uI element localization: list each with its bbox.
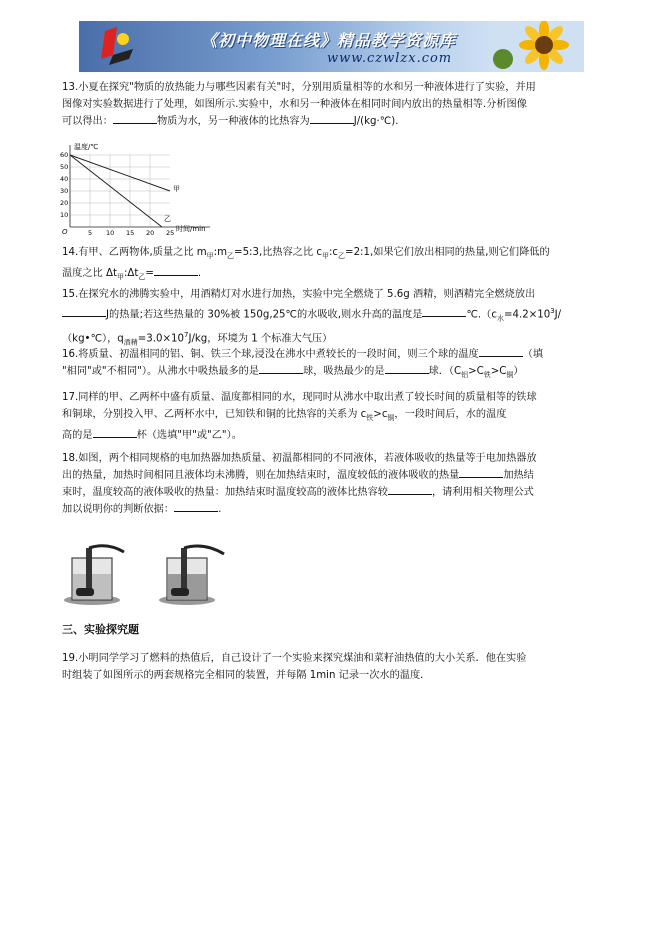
graph-ylabel: 温度/℃ — [74, 143, 99, 151]
section-heading: 三、实验探究题 — [62, 623, 139, 636]
graph-origin: O — [62, 228, 68, 236]
answer-blank[interactable] — [422, 306, 466, 317]
question-19 — [62, 650, 600, 684]
ytick: 50 — [60, 163, 69, 171]
q13-line1: 13.小夏在探究"物质的放热能力与哪些因素有关"时，分别用质量相等的水和另一种液体进行了实验，并用 — [62, 82, 536, 93]
q17-line1: 17.同样的甲、乙两杯中盛有质量、温度都相同的水，现同时从沸水中取出煮了较长时间的质量相等的铁球 — [62, 392, 537, 403]
banner-title: 《初中物理在线》精品教学资源库 — [201, 31, 457, 50]
answer-blank[interactable] — [459, 467, 503, 478]
ytick: 60 — [60, 151, 69, 159]
question-16 — [62, 346, 600, 384]
answer-blank[interactable] — [62, 306, 106, 317]
answer-blank[interactable] — [259, 363, 303, 374]
q17-line2: 和铜球，分别投入甲、乙两杯水中，已知铁和铜的比热容的关系为 $c_铁>c_铜$，一段时间后，水的温度 — [62, 409, 507, 423]
temperature-time-graph — [60, 141, 220, 236]
question-14 — [62, 244, 600, 286]
q16-line1: 16.将质量、初温相同的铝、铜、铁三个球,浸没在沸水中煮较长的一段时间，则三个球的温度 （填 — [62, 346, 600, 363]
xtick: 10 — [106, 229, 115, 236]
q18-line2: 出的热量，加热时间相同且液体均未沸腾，则在加热结束时，温度较低的液体吸收的热量 加热结 — [62, 467, 600, 484]
answer-blank[interactable] — [174, 501, 218, 512]
q18-line3: 束时，温度较高的液体吸收的热量：加热结束时温度较高的液体比热容较 ，请利用相关物理公式 — [62, 484, 600, 501]
xtick: 15 — [126, 229, 135, 236]
answer-blank[interactable] — [479, 346, 523, 357]
ytick: 10 — [60, 211, 69, 219]
q15-line2: J的热量;若这些热量的 30%被 150g,25℃的水吸收,则水升高的温度是 $℃.(c_水=4.2\times 10^3J/$ — [62, 303, 600, 327]
ytick: 30 — [60, 187, 69, 195]
graph-xlabel: 时间/min — [176, 225, 206, 233]
q15-line1: 15.在探究水的沸腾实验中，用酒精灯对水进行加热，实验中完全燃烧了 5.6g 酒精，则酒精完全燃烧放出 — [62, 289, 536, 300]
q15-line3: （kg•℃），$q_{酒精}=3.0\times 10^7J/kg$，环境为 1 个标准大气压） — [62, 331, 333, 347]
xtick: 5 — [88, 229, 93, 236]
q18-line4: 加以说明你的判断依据： . — [62, 501, 600, 518]
header-banner — [79, 21, 584, 72]
q13-line3: 可以得出： 物质为水，另一种液体的比热容为 J/(kg·℃). — [62, 113, 600, 130]
heater-beakers-figure — [62, 544, 252, 606]
question-13 — [62, 79, 600, 130]
beaker-right-icon — [159, 546, 224, 605]
banner-url: www.czwlzx.com — [327, 51, 453, 66]
xtick: 20 — [146, 229, 155, 236]
site-logo-icon — [87, 25, 147, 69]
question-18 — [62, 450, 600, 518]
ytick: 20 — [60, 199, 69, 207]
question-15 — [62, 286, 600, 352]
answer-blank[interactable] — [93, 427, 137, 438]
ytick: 40 — [60, 175, 69, 183]
q18-line1: 18.如图，两个相同规格的电加热器加热质量、初温都相同的不同液体，若液体吸收的热量等于电加热器放 — [62, 453, 537, 464]
answer-blank[interactable] — [154, 265, 198, 276]
label-jia: 甲 — [173, 185, 180, 193]
answer-blank[interactable] — [388, 484, 432, 495]
answer-blank[interactable] — [113, 113, 157, 124]
q14-line1: 14.有甲、乙两物体,质量之比 $m_甲:m_乙=5:3$,比热容之比 $c_甲:c_乙=2:1$,如果它们放出相同的热量,则它们降低的 — [62, 247, 550, 261]
q14-line2: 温度之比 $\Delta t_甲:\Delta t_乙=$ . — [62, 265, 600, 286]
q19-line1: 19.小明同学学习了燃料的热值后，自己设计了一个实验来探究煤油和菜籽油热值的大小关系．他在实验 — [62, 653, 527, 664]
sunflower-icon — [489, 21, 584, 72]
answer-blank[interactable] — [385, 363, 429, 374]
line-jia — [70, 155, 170, 191]
beaker-left-icon — [64, 546, 124, 605]
question-17 — [62, 389, 600, 444]
graph-gridlines — [70, 155, 170, 227]
label-yi: 乙 — [164, 215, 171, 223]
q17-line3: 高的是 杯（选填"甲"或"乙"）。 — [62, 427, 600, 444]
q16-line2: "相同"或"不相同"）。从沸水中吸热最多的是 球，吸热最少的是 球．$(C_铝>C_铁>C_铜)$ — [62, 363, 600, 384]
q13-line2: 图像对实验数据进行了处理，如图所示.实验中，水和另一种液体在相同时间内放出的热量相等.分析图像 — [62, 99, 527, 110]
q19-line2: 时组装了如图所示的两套规格完全相同的装置，并每隔 1min 记录一次水的温度． — [62, 670, 431, 681]
answer-blank[interactable] — [310, 113, 354, 124]
xtick: 25 — [166, 229, 175, 236]
